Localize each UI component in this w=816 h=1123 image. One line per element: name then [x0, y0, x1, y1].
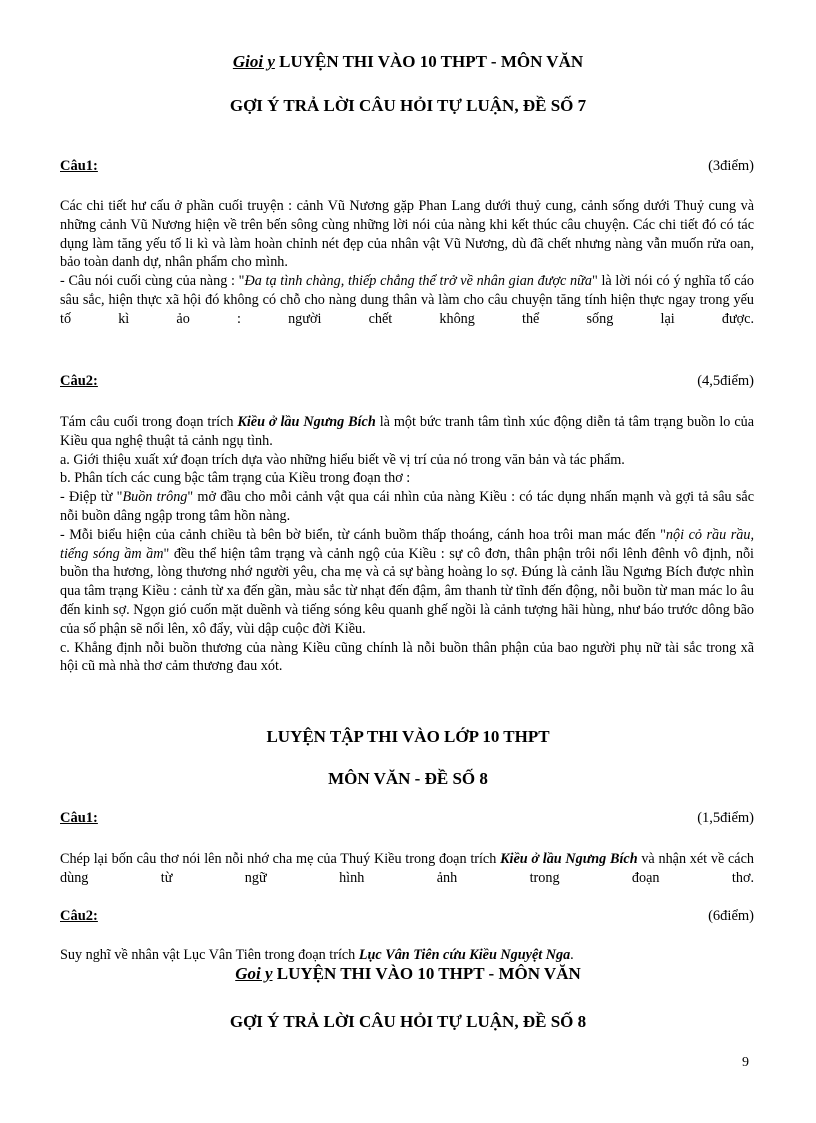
s2-q1-label: Câu1: — [60, 810, 98, 826]
s1-q2-intro-work: Kiều ở lầu Ngưng Bích — [237, 414, 376, 430]
header-1-lead: Gioi y — [232, 52, 275, 71]
s1-q2-b1-word: Buồn trông — [122, 489, 188, 506]
s1-q2-intro-post: là một bức tranh tâm tình xúc động diễn tả tâm trạng buồn lo của Kiều qua nghệ thuật tả cảnh ngụ tình. — [60, 414, 755, 449]
s2-q2-work: Lục Vân Tiên cứu Kiều Nguyệt Nga — [358, 947, 571, 963]
s2-q2-paragraph — [60, 946, 754, 965]
s1-q2-intro — [60, 413, 754, 451]
header-2: LUYỆN TẬP THI VÀO LỚP 10 THPT — [266, 727, 550, 746]
s2-q2-post: . — [570, 947, 574, 963]
s1-question-2-row — [60, 373, 754, 393]
s1-q2-b1-post: " mở đầu cho mỗi cảnh vật qua cái nhìn của nàng Kiều : có tác dụng nhấn mạnh và gợi tả sâu sắc nỗi buồn dâng ngập trong tâm hồn nàng. — [60, 489, 754, 524]
s1-q2-b2-quote: nội cỏ rầu rầu, tiếng sóng ầm ầm — [60, 526, 754, 562]
s2-question-2-row — [60, 908, 754, 928]
s1-q2-item-b1 — [60, 488, 754, 526]
s2-q1-points: (1,5điểm) — [697, 810, 754, 826]
s2-q1-paragraph — [60, 850, 754, 888]
s1-q1-p2-quote: Đa tạ tình chàng, thiếp chẳng thể trở về nhân gian được nữa — [244, 273, 592, 290]
subtitle-3: GỢI Ý TRẢ LỜI CÂU HỎI TỰ LUẬN, ĐỀ SỐ 8 — [229, 1012, 587, 1031]
s2-q1-pre: Chép lại bốn câu thơ nói lên nỗi nhớ cha mẹ của Thuý Kiều trong đoạn trích — [60, 851, 501, 867]
s1-q1-answer — [60, 197, 754, 329]
s1-q1-points: (3điểm) — [708, 158, 754, 174]
header-3-title: LUYỆN THI VÀO 10 THPT - MÔN VĂN — [272, 964, 581, 983]
s1-q1-paragraph-2 — [60, 272, 754, 328]
s2-q2-label: Câu2: — [60, 908, 98, 924]
s2-q2-points: (6điểm) — [708, 908, 754, 924]
s2-q1-post: và nhận xét về cách dùng từ ngữ hình ảnh trong đoạn thơ. — [60, 851, 754, 886]
page-number: 9 — [742, 1055, 749, 1070]
header-1-title: LUYỆN THI VÀO 10 THPT - MÔN VĂN — [274, 52, 584, 71]
s1-q2-answer — [60, 413, 754, 676]
s1-q2-item-b2 — [60, 526, 754, 639]
header-3-lead: Goi y — [235, 964, 273, 983]
subtitle-2: MÔN VĂN - ĐỀ SỐ 8 — [328, 769, 488, 788]
s1-q2-b2-post: " đều thể hiện tâm trạng và cảnh ngộ của Kiều : sự cô đơn, thân phận trôi nổi lênh đênh vô định, nỗi buồn tha hương, lòng thương nhớ người yêu, cha mẹ và cả sự bàng hoàng lo sợ. Đúng là cảnh lầu Ngưng Bích được nhìn qua tâm trạng Kiều : cảnh từ xa đến gần, màu sắc từ nhạt đến đậm, âm thanh từ tĩnh đến động, nỗi buồn từ man mác lo âu đến kinh sợ. Ngọn gió cuốn mặt duềnh và tiếng sóng kêu quanh ghế ngồi là cảnh tượng hãi hùng, như báo trước dông bão của số phận sẽ nổi lên, xô đẩy, vùi dập cuộc đời Kiều. — [60, 545, 754, 637]
s1-q1-p2-pre: - Câu nói cuối cùng của nàng : " — [60, 273, 245, 290]
s2-q1-text — [60, 850, 754, 888]
s1-q2-item-c: c. Khẳng định nỗi buồn thương của nàng Kiều cũng chính là nỗi buồn thân phận của bao người phụ nữ tài sắc trong xã hội cũ mà nhà thơ cảm thương đau xót. — [60, 639, 754, 675]
s1-q2-item-b: b. Phân tích các cung bậc tâm trạng của Kiều trong đoạn thơ : — [60, 470, 411, 487]
header-3 — [60, 964, 756, 984]
s1-q2-b1-pre: - Điệp từ " — [60, 489, 123, 506]
s1-q2-item-a: a. Giới thiệu xuất xứ đoạn trích dựa vào những hiểu biết về vị trí của nó trong văn bản và tác phẩm. — [60, 451, 625, 468]
s1-q2-points: (4,5điểm) — [697, 373, 754, 389]
header-1 — [60, 52, 756, 72]
s1-q1-paragraph-1: Các chi tiết hư cấu ở phần cuối truyện : cảnh Vũ Nương gặp Phan Lang dưới thuỷ cung, cảnh sống dưới Thuỷ cung và những cảnh Vũ Nương hiện về trên bến sông cùng những lời nói của nàng khi kết thúc câu chuyện. Các chi tiết đó có tác dụng làm tăng yếu tố li kì và làm hoàn chỉnh nét đẹp của nhân vật Vũ Nương, dù đã chết nhưng nàng vẫn muốn rửa oan, bảo toàn danh dự, nhân phẩm cho mình. — [60, 198, 754, 271]
s1-q1-p2-post: " là lời nói có ý nghĩa tố cáo sâu sắc, hiện thực xã hội đó không có chỗ cho nàng dung thân và làm cho câu chuyện tăng tính hiện thực ngay trong yếu tố kì ảo : người chết không thể sống lại được. — [60, 273, 754, 327]
s1-question-1-row — [60, 158, 754, 178]
s2-q1-work: Kiều ở lầu Ngưng Bích — [500, 851, 638, 867]
s1-q2-label: Câu2: — [60, 373, 98, 389]
s1-q1-label: Câu1: — [60, 158, 98, 174]
s2-q2-text — [60, 946, 754, 965]
s2-q2-pre: Suy nghĩ về nhân vật Lục Vân Tiên trong đoạn trích — [60, 947, 359, 963]
s1-q2-b2-pre: - Mỗi biểu hiện của cảnh chiều tà bên bờ biển, từ cánh buồm thấp thoáng, cánh hoa trôi man mác đến " — [60, 526, 666, 543]
s1-q2-intro-pre: Tám câu cuối trong đoạn trích — [60, 414, 238, 430]
s2-question-1-row — [60, 810, 754, 830]
subtitle-1: GỢI Ý TRẢ LỜI CÂU HỎI TỰ LUẬN, ĐỀ SỐ 7 — [229, 96, 587, 115]
